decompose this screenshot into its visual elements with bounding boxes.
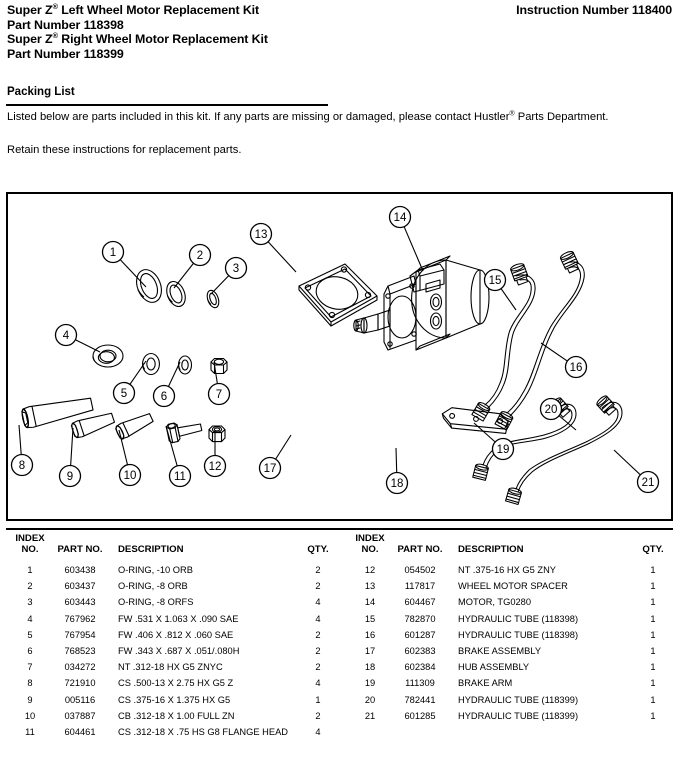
kit-title-left-post: Left Wheel Motor Replacement Kit bbox=[57, 3, 260, 17]
table-row bbox=[348, 611, 673, 627]
col-header-index-line1: INDEX bbox=[355, 533, 385, 544]
callout-leader-line bbox=[276, 435, 291, 459]
col-header-part-no: PART NO. bbox=[57, 543, 103, 555]
table-row bbox=[8, 675, 338, 691]
part-qty-cell: 1 bbox=[315, 694, 321, 705]
callout-balloon-number: 10 bbox=[123, 470, 137, 483]
col-header-index-line2: NO. bbox=[361, 543, 379, 555]
part-qty-cell: 2 bbox=[315, 646, 321, 657]
part-qty-cell: 4 bbox=[315, 726, 321, 737]
table-row bbox=[348, 659, 673, 675]
kit-contents-paragraph-post: Parts Department. bbox=[514, 111, 609, 123]
table-header-row bbox=[8, 534, 338, 562]
callout-balloon-number: 7 bbox=[215, 389, 223, 402]
part-qty-cell: 1 bbox=[650, 597, 656, 608]
part-description-cell: HYDRAULIC TUBE (118398) bbox=[458, 629, 579, 640]
callout-balloon-number: 9 bbox=[66, 471, 74, 484]
part-number-cell: 603437 bbox=[64, 581, 96, 592]
table-row bbox=[348, 578, 673, 594]
part-number-cell: 767954 bbox=[64, 629, 96, 640]
callout-20 bbox=[541, 399, 577, 431]
part-description-cell: WHEEL MOTOR SPACER bbox=[458, 581, 568, 592]
callout-leader-line bbox=[168, 362, 180, 386]
part-index-cell: 9 bbox=[27, 694, 33, 705]
callout-17 bbox=[260, 435, 292, 479]
part-description-cell: HUB ASSEMBLY bbox=[458, 662, 530, 673]
part-hydraulic-tube-16 bbox=[495, 250, 584, 430]
part-index-cell: 8 bbox=[27, 678, 33, 689]
table-row bbox=[348, 627, 673, 643]
part-qty-cell: 2 bbox=[315, 662, 321, 673]
part-index-cell: 12 bbox=[364, 565, 376, 576]
part-index-cell: 20 bbox=[364, 694, 376, 705]
callout-balloon-number: 5 bbox=[120, 388, 128, 401]
callout-balloon-number: 12 bbox=[208, 461, 222, 474]
callout-21 bbox=[614, 450, 659, 493]
part-number-cell: 005116 bbox=[64, 694, 96, 705]
part-oring-8-orb bbox=[163, 279, 189, 309]
part-description-cell: O-RING, -8 ORB bbox=[118, 581, 188, 592]
table-row bbox=[348, 594, 673, 610]
callout-balloon-number: 2 bbox=[196, 250, 204, 263]
table-row bbox=[8, 724, 338, 740]
part-number-right: Part Number 118399 bbox=[7, 46, 124, 61]
part-description-cell: CB .312-18 X 1.00 FULL ZN bbox=[118, 710, 235, 721]
part-index-cell: 1 bbox=[27, 565, 33, 576]
part-index-cell: 10 bbox=[24, 710, 36, 721]
table-row bbox=[8, 659, 338, 675]
table-row bbox=[348, 692, 673, 708]
part-number-cell: 034272 bbox=[64, 662, 96, 673]
part-index-cell: 17 bbox=[364, 646, 376, 657]
parts-table-left bbox=[8, 534, 338, 740]
callout-6 bbox=[154, 362, 181, 407]
part-index-cell: 15 bbox=[364, 613, 376, 624]
registered-mark-icon: ® bbox=[509, 110, 515, 118]
callout-12 bbox=[205, 430, 226, 477]
part-qty-cell: 1 bbox=[650, 694, 656, 705]
callout-balloon-number: 17 bbox=[263, 463, 277, 476]
part-number-cell: 602383 bbox=[404, 646, 436, 657]
part-description-cell: CS .500-13 X 2.75 HX G5 Z bbox=[118, 678, 234, 689]
callout-leader-line bbox=[19, 425, 21, 455]
document-header bbox=[0, 0, 679, 78]
part-index-cell: 19 bbox=[364, 678, 376, 689]
registered-mark-icon: ® bbox=[52, 1, 58, 11]
part-description-cell: O-RING, -10 ORB bbox=[118, 565, 193, 576]
callout-leader-line bbox=[130, 361, 146, 384]
part-index-cell: 7 bbox=[27, 662, 33, 673]
callout-leader-line bbox=[614, 450, 640, 475]
part-description-cell: MOTOR, TG0280 bbox=[458, 597, 532, 608]
callout-balloon-number: 11 bbox=[174, 471, 186, 484]
table-row bbox=[348, 675, 673, 691]
kit-contents-paragraph bbox=[7, 110, 675, 124]
retain-instructions-paragraph: Retain these instructions for replacement parts. bbox=[7, 144, 242, 156]
part-number-cell: 037887 bbox=[64, 710, 96, 721]
table-row bbox=[8, 627, 338, 643]
table-row bbox=[348, 562, 673, 578]
col-header-index bbox=[348, 534, 392, 562]
registered-mark-icon: ® bbox=[52, 31, 58, 41]
callout-leader-line bbox=[174, 263, 194, 288]
callout-4 bbox=[56, 325, 101, 353]
table-row bbox=[8, 643, 338, 659]
part-number-cell: 111309 bbox=[405, 678, 435, 689]
part-qty-cell: 1 bbox=[650, 613, 656, 624]
callout-leader-line bbox=[268, 242, 296, 272]
kit-title-left-pre: Super Z bbox=[7, 3, 53, 17]
part-hex-nut-312-znyc bbox=[211, 359, 227, 374]
part-description-cell: HYDRAULIC TUBE (118398) bbox=[458, 613, 579, 624]
callout-7 bbox=[209, 362, 230, 405]
callout-balloon-number: 4 bbox=[62, 330, 70, 343]
callout-balloon-number: 14 bbox=[393, 212, 407, 225]
part-description-cell: FW .343 X .687 X .051/.080H bbox=[118, 646, 240, 657]
part-index-cell: 18 bbox=[364, 662, 376, 673]
col-header-description: DESCRIPTION bbox=[118, 543, 184, 555]
col-header-index-line1: INDEX bbox=[15, 533, 45, 544]
part-hex-nut-375-zny bbox=[209, 426, 225, 442]
part-flange-head-screw-312 bbox=[166, 418, 203, 443]
part-flat-washer-406 bbox=[143, 354, 160, 375]
callout-leader-line bbox=[541, 343, 567, 361]
parts-table-right-body bbox=[348, 562, 673, 724]
packing-list-heading: Packing List bbox=[7, 86, 75, 98]
part-description-cell: O-RING, -8 ORFS bbox=[118, 597, 194, 608]
callout-balloon-number: 13 bbox=[254, 229, 268, 242]
packing-list-underline bbox=[6, 104, 328, 106]
table-row bbox=[8, 578, 338, 594]
part-number-cell: 782870 bbox=[404, 613, 436, 624]
part-qty-cell: 1 bbox=[650, 678, 656, 689]
part-number-cell: 601287 bbox=[404, 629, 436, 640]
part-index-cell: 6 bbox=[27, 646, 33, 657]
table-row bbox=[8, 562, 338, 578]
kit-contents-paragraph-pre: Listed below are parts included in this kit. If any parts are missing or damaged, please contact Hustler bbox=[7, 111, 510, 123]
kit-title-left bbox=[7, 3, 268, 18]
part-number-cell: 604461 bbox=[64, 726, 96, 737]
part-index-cell: 2 bbox=[27, 581, 33, 592]
callout-balloon-number: 19 bbox=[496, 444, 510, 457]
part-qty-cell: 1 bbox=[650, 646, 656, 657]
part-qty-cell: 1 bbox=[650, 581, 656, 592]
part-description-cell: CS .312-18 X .75 HS G8 FLANGE HEAD bbox=[118, 726, 288, 737]
col-header-qty: QTY. bbox=[307, 543, 329, 555]
col-header-part-no: PART NO. bbox=[397, 543, 443, 555]
table-row bbox=[8, 611, 338, 627]
parts-table-left-grid bbox=[8, 534, 338, 740]
instruction-number: Instruction Number 118400 bbox=[516, 3, 672, 17]
part-number-cell: 054502 bbox=[404, 565, 436, 576]
callout-8 bbox=[12, 425, 33, 476]
table-row bbox=[8, 692, 338, 708]
part-description-cell: FW .531 X 1.063 X .090 SAE bbox=[118, 613, 239, 624]
part-description-cell: HYDRAULIC TUBE (118399) bbox=[458, 710, 579, 721]
exploded-parts-diagram bbox=[6, 192, 673, 521]
part-qty-cell: 1 bbox=[650, 565, 656, 576]
table-row bbox=[8, 594, 338, 610]
part-index-cell: 21 bbox=[364, 710, 376, 721]
part-number-cell: 602384 bbox=[404, 662, 436, 673]
part-number-cell: 721910 bbox=[64, 678, 96, 689]
part-qty-cell: 2 bbox=[315, 710, 321, 721]
part-index-cell: 14 bbox=[364, 597, 376, 608]
part-number-cell: 117817 bbox=[404, 581, 436, 592]
col-header-description: DESCRIPTION bbox=[458, 543, 524, 555]
part-number-cell: 604467 bbox=[404, 597, 436, 608]
table-row bbox=[348, 708, 673, 724]
callout-balloon-number: 20 bbox=[544, 404, 558, 417]
callout-balloon-number: 6 bbox=[160, 391, 168, 404]
callout-balloon-number: 15 bbox=[488, 275, 502, 288]
part-description-cell: BRAKE ARM bbox=[458, 678, 513, 689]
kit-title-right-post: Right Wheel Motor Replacement Kit bbox=[57, 32, 268, 47]
table-top-rule bbox=[6, 528, 673, 530]
callout-leader-line bbox=[120, 260, 146, 287]
part-qty-cell: 4 bbox=[315, 678, 321, 689]
callout-18 bbox=[387, 448, 408, 494]
part-cap-screw-500-13 bbox=[21, 394, 94, 429]
part-wheel-motor-spacer bbox=[299, 264, 377, 326]
callout-leader-line bbox=[396, 448, 397, 473]
callout-13 bbox=[251, 224, 297, 273]
part-description-cell: NT .312-18 HX G5 ZNYC bbox=[118, 662, 223, 673]
callout-balloon-number: 16 bbox=[569, 362, 583, 375]
part-number-cell: 601285 bbox=[404, 710, 436, 721]
part-brake-arm bbox=[440, 402, 510, 439]
part-oring-10-orb bbox=[132, 266, 166, 306]
callout-leader-line bbox=[404, 227, 423, 271]
part-index-cell: 3 bbox=[27, 597, 33, 608]
part-qty-cell: 2 bbox=[315, 629, 321, 640]
part-number-left: Part Number 118398 bbox=[7, 17, 124, 32]
callout-leader-line bbox=[75, 340, 100, 352]
part-index-cell: 16 bbox=[364, 629, 376, 640]
part-number-cell: 782441 bbox=[404, 694, 436, 705]
kit-title-right bbox=[7, 32, 268, 47]
kit-title-right-pre: Super Z bbox=[7, 32, 53, 47]
callout-balloon-number: 21 bbox=[641, 477, 655, 490]
callout-2 bbox=[174, 245, 211, 289]
callout-balloon-number: 8 bbox=[18, 460, 26, 473]
callout-balloon-number: 3 bbox=[232, 263, 240, 276]
col-header-index-line2: NO. bbox=[21, 543, 39, 555]
title-block bbox=[7, 3, 268, 61]
part-description-cell: FW .406 X .812 X .060 SAE bbox=[118, 629, 234, 640]
callout-balloon-number: 1 bbox=[109, 247, 117, 260]
part-qty-cell: 1 bbox=[650, 710, 656, 721]
part-index-cell: 11 bbox=[25, 726, 35, 737]
col-header-qty: QTY. bbox=[642, 543, 664, 555]
exploded-diagram-drawing bbox=[8, 194, 671, 519]
callout-1 bbox=[103, 242, 147, 288]
part-number-cell: 767962 bbox=[64, 613, 96, 624]
part-index-cell: 13 bbox=[364, 581, 376, 592]
callout-leader-line bbox=[71, 428, 73, 466]
part-qty-cell: 1 bbox=[650, 629, 656, 640]
callout-14 bbox=[390, 207, 424, 272]
part-number-cell: 768523 bbox=[64, 646, 96, 657]
callout-5 bbox=[114, 361, 147, 404]
callout-16 bbox=[541, 343, 587, 378]
callout-11 bbox=[166, 426, 191, 487]
callout-leader-line bbox=[211, 276, 229, 294]
parts-table-left-body bbox=[8, 562, 338, 740]
part-flat-washer-343 bbox=[179, 356, 192, 374]
part-description-cell: BRAKE ASSEMBLY bbox=[458, 646, 542, 657]
part-number-cell: 603438 bbox=[64, 565, 96, 576]
part-description-cell: NT .375-16 HX G5 ZNY bbox=[458, 565, 556, 576]
part-flat-washer-531 bbox=[93, 345, 123, 367]
part-qty-cell: 4 bbox=[315, 613, 321, 624]
parts-table-right bbox=[348, 534, 673, 724]
parts-table-right-grid bbox=[348, 534, 673, 724]
part-qty-cell: 2 bbox=[315, 565, 321, 576]
part-qty-cell: 4 bbox=[315, 597, 321, 608]
callout-balloon-number: 18 bbox=[390, 478, 404, 491]
callout-3 bbox=[211, 258, 247, 295]
part-description-cell: CS .375-16 X 1.375 HX G5 bbox=[118, 694, 231, 705]
part-index-cell: 4 bbox=[27, 613, 33, 624]
part-qty-cell: 1 bbox=[650, 662, 656, 673]
part-description-cell: HYDRAULIC TUBE (118399) bbox=[458, 694, 579, 705]
table-row bbox=[8, 708, 338, 724]
part-qty-cell: 2 bbox=[315, 581, 321, 592]
part-wheel-motor bbox=[354, 256, 489, 350]
callout-leader-line bbox=[501, 289, 516, 310]
table-row bbox=[348, 643, 673, 659]
part-index-cell: 5 bbox=[27, 629, 33, 640]
part-number-cell: 603443 bbox=[64, 597, 96, 608]
table-header-row bbox=[348, 534, 673, 562]
col-header-index bbox=[8, 534, 52, 562]
